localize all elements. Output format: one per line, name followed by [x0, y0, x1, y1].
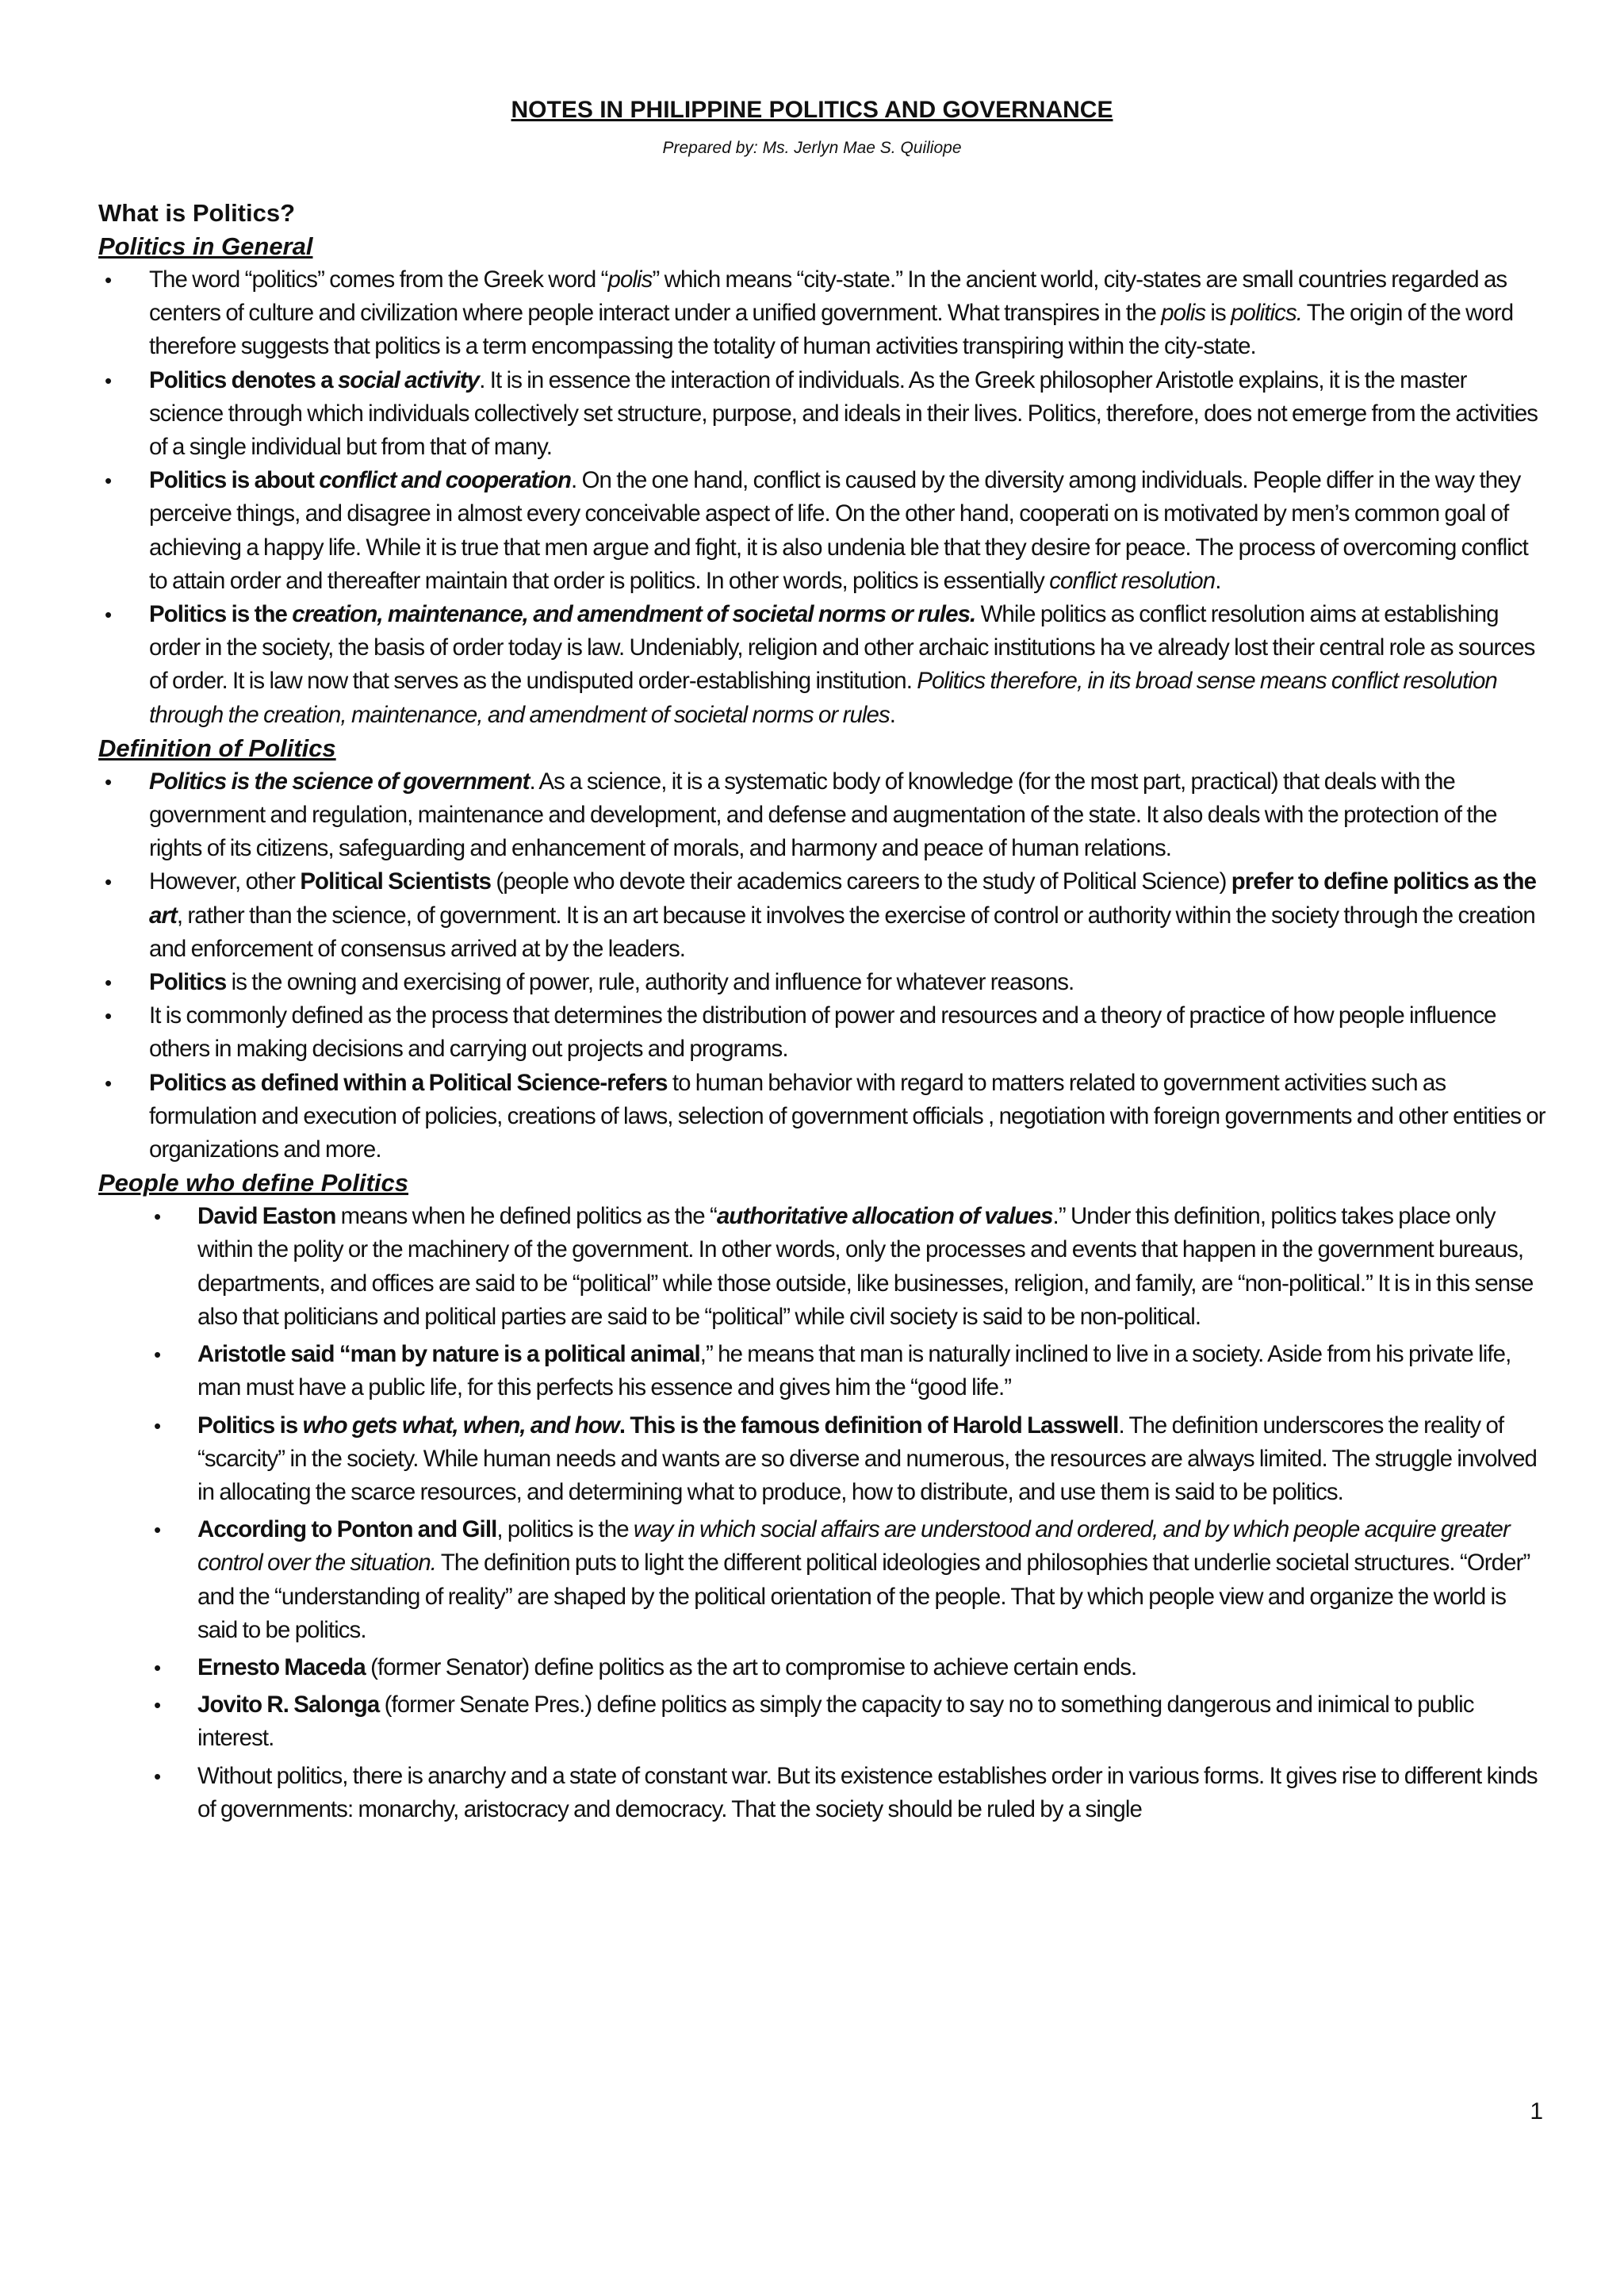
list-item: • Politics as defined within a Political Science-refers to human behavior with regard to matters related to government activities such as formulation and execution of policies, creations of laws, selection of government officials , negotiation with foreign governments and other entities or organizations and more. [98, 1067, 1545, 1167]
list-item: • It is commonly defined as the process that determines the distribution of power and resources and a theory of practice of how people influence others in making decisions and carrying out projects and programs. [98, 999, 1545, 1066]
list-item: • However, other Political Scientists (people who devote their academics careers to the study of Political Science) prefer to define politics as the art, rather than the science, of government. It is an art because it involves the exercise of control or authority within the society through the creation and enforcement of consensus arrived at by the leaders. [98, 865, 1545, 966]
list-item: • Politics is who gets what, when, and how. This is the famous definition of Harold Lasswell. The definition underscores the reality of “scarcity” in the society. While human needs and wants are so diverse and numerous, the resources are always limited. The struggle involved in allocating the scarce resources, and determining what to produce, how to distribute, and use them is said to be politics. [98, 1409, 1545, 1510]
bullet-list-definition-of-politics [98, 765, 1545, 1167]
document-body [98, 197, 1545, 1826]
main-heading: What is Politics? [98, 199, 296, 227]
section-heading-people-who-define-politics: People who define Politics [98, 1169, 409, 1197]
list-item: • Politics is the owning and exercising of power, rule, authority and influence for whatever reasons. [98, 966, 1545, 999]
document-title: NOTES IN PHILIPPINE POLITICS AND GOVERNANCE [511, 97, 1113, 123]
list-item: • Politics is the science of government. As a science, it is a systematic body of knowledge (for the most part, practical) that deals with the government and regulation, maintenance and development, and defense and augmentation of the state. It also deals with the protection of the rights of its citizens, safeguarding and enhancement of morals, and harmony and peace of human relations. [98, 765, 1545, 866]
list-item: • David Easton means when he defined politics as the “authoritative allocation of values.” Under this definition, politics takes place only within the polity or the machinery of the government. In other words, only the processes and events that happen in the government bureaus, departments, and offices are said to be “political” while those outside, like businesses, religion, and family, are “non-political.” It is in this sense also that politicians and political parties are said to be “political” while civil society is said to be non-political. [98, 1200, 1545, 1334]
list-item: • According to Ponton and Gill, politics is the way in which social affairs are understood and ordered, and by which people acquire greater control over the situation. The definition puts to light the different political ideologies and philosophies that underlie societal structures. “Order” and the “understanding of reality” are shaped by the political orientation of the people. That by which people view and organize the world is said to be politics. [98, 1513, 1545, 1647]
prepared-by: Prepared by: Ms. Jerlyn Mae S. Quiliope [662, 139, 962, 157]
list-item: • Ernesto Maceda (former Senator) define politics as the art to compromise to achieve certain ends. [98, 1651, 1545, 1684]
bullet-list-politics-in-general [98, 263, 1545, 732]
section-heading-politics-in-general: Politics in General [98, 232, 313, 260]
list-item: • Politics denotes a social activity. It is in essence the interaction of individuals. As the Greek philosopher Aristotle explains, it is the master science through which individuals collectively set structure, purpose, and ideals in their lives. Politics, therefore, does not emerge from the activities of a single individual but from that of many. [98, 364, 1545, 465]
page-number: 1 [1530, 2098, 1543, 2125]
list-item: • Without politics, there is anarchy and a state of constant war. But its existence establishes order in various forms. It gives rise to different kinds of governments: monarchy, aristocracy and democracy. That the society should be ruled by a single [98, 1760, 1545, 1826]
section-heading-definition-of-politics: Definition of Politics [98, 734, 336, 762]
list-item: • Politics is the creation, maintenance, and amendment of societal norms or rules. While politics as conflict resolution aims at establishing order in the society, the basis of order today is law. Undeniably, religion and other archaic institutions ha ve already lost their central role as sources of order. It is law now that serves as the undisputed order-establishing institution. Politics therefore, in its broad sense means conflict resolution through the creation, maintenance, and amendment of societal norms or rules. [98, 598, 1545, 732]
list-item: • The word “politics” comes from the Greek word “polis” which means “city-state.” In the ancient world, city-states are small countries regarded as centers of culture and civilization where people interact under a unified government. What transpires in the polis is politics. The origin of the word therefore suggests that politics is a term encompassing the totality of human activities transpiring within the city-state. [98, 263, 1545, 364]
list-item: • Aristotle said “man by nature is a political animal,” he means that man is naturally inclined to live in a society. Aside from his private life, man must have a public life, for this perfects his essence and gives him the “good life.” [98, 1338, 1545, 1404]
bullet-list-people-who-define-politics [98, 1200, 1545, 1826]
list-item: • Politics is about conflict and cooperation. On the one hand, conflict is caused by the diversity among individuals. People differ in the way they perceive things, and disagree in almost every conceivable aspect of life. On the other hand, cooperati on is motivated by men’s common goal of achieving a happy life. While it is true that men argue and fight, it is also undenia ble that they desire for peace. The process of overcoming conflict to attain order and thereafter maintain that order is politics. In other words, politics is essentially conflict resolution. [98, 464, 1545, 598]
list-item: • Jovito R. Salonga (former Senate Pres.) define politics as simply the capacity to say no to something dangerous and inimical to public interest. [98, 1688, 1545, 1755]
